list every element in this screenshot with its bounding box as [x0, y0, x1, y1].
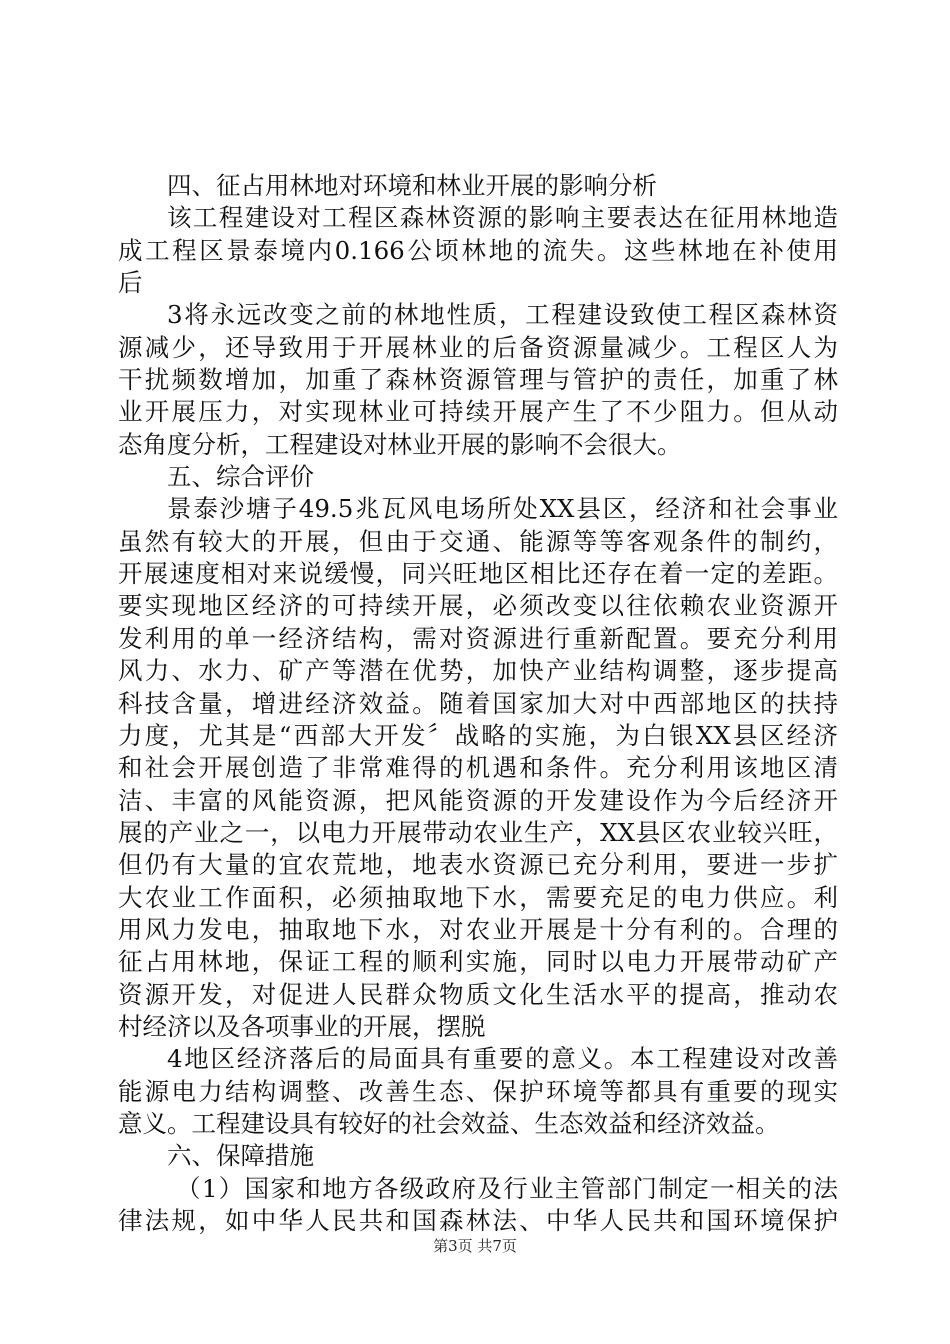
- paragraph-line: 用风力发电，抽取地下水，对农业开展是十分有利的。合理的: [118, 914, 838, 944]
- paragraph-line: 干扰频数增加，加重了森林资源管理与管护的责任，加重了林: [118, 365, 838, 395]
- paragraph-line: 4地区经济落后的局面具有重要的意义。本工程建设对改善: [167, 1044, 838, 1074]
- paragraph-line: 该工程建设对工程区森林资源的影响主要表达在征用林地造: [167, 203, 838, 233]
- paragraph-line: 但仍有大量的宜农荒地，地表水资源已充分利用，要进一步扩: [118, 850, 838, 880]
- paragraph-line: 业开展压力，对实现林业可持续开展产生了不少阻力。但从动: [118, 397, 838, 427]
- paragraph-line: 成工程区景泰境内0.166公顷林地的流失。这些林地在补使用: [118, 235, 838, 265]
- paragraph-line: 源减少，还导致用于开展林业的后备资源量减少。工程区人为: [118, 332, 838, 362]
- paragraph-line: 能源电力结构调整、改善生态、保护环境等都具有重要的现实: [118, 1076, 838, 1106]
- paragraph-line: 虽然有较大的开展，但由于交通、能源等等客观条件的制约，: [118, 526, 838, 556]
- paragraph-line: 力度，尤其是“西部大开发〞战略的实施，为白银XX县区经济: [118, 720, 838, 750]
- paragraph-line: 3将永远改变之前的林地性质，工程建设致使工程区森林资: [167, 300, 838, 330]
- paragraph-line: 后: [118, 268, 143, 298]
- paragraph-line: 科技含量，增进经济效益。随着国家加大对中西部地区的扶持: [118, 688, 838, 718]
- paragraph-line: 征占用林地，保证工程的顺利实施，同时以电力开展带动矿产: [118, 947, 838, 977]
- paragraph-line: 洁、丰富的风能资源，把风能资源的开发建设作为今后经济开: [118, 785, 838, 815]
- paragraph-line: 和社会开展创造了非常难得的机遇和条件。充分利用该地区清: [118, 753, 838, 783]
- paragraph-line: 资源开发，对促进人民群众物质文化生活水平的提高，推动农: [118, 979, 838, 1009]
- paragraph-line: 景泰沙塘子49.5兆瓦风电场所处XX县区，经济和社会事业: [167, 494, 838, 524]
- paragraph-line: 开展速度相对来说缓慢，同兴旺地区相比还存在着一定的差距。: [118, 559, 838, 589]
- paragraph-line: 要实现地区经济的可持续开展，必须改变以往依赖农业资源开: [118, 591, 838, 621]
- paragraph-line: 村经济以及各项事业的开展，摆脱: [118, 1011, 486, 1041]
- section-heading-4: 四、征占用林地对环境和林业开展的影响分析: [167, 171, 657, 200]
- paragraph-line: 律法规，如中华人民共和国森林法、中华人民共和国环境保护: [118, 1206, 838, 1235]
- paragraph-line: 态角度分析，工程建设对林业开展的影响不会很大。: [118, 429, 682, 459]
- page-footer: 第3页 共7页: [433, 1237, 517, 1255]
- paragraph-line: 意义。工程建设具有较好的社会效益、生态效益和经济效益。: [118, 1108, 780, 1138]
- paragraph-line: 展的产业之一，以电力开展带动农业生产，XX县区农业较兴旺，: [118, 817, 838, 847]
- document-body: [118, 170, 838, 1237]
- paragraph-line: 大农业工作面积，必须抽取地下水，需要充足的电力供应。利: [118, 882, 838, 912]
- section-heading-5: 五、综合评价: [167, 462, 314, 492]
- section-heading-6: 六、保障措施: [167, 1141, 314, 1171]
- paragraph-line: 风力、水力、矿产等潜在优势，加快产业结构调整，逐步提高: [118, 656, 838, 686]
- paragraph-line: 发利用的单一经济结构，需对资源进行重新配置。要充分利用: [118, 623, 838, 653]
- paragraph-line: （1）国家和地方各级政府及行业主管部门制定一相关的法: [176, 1173, 838, 1203]
